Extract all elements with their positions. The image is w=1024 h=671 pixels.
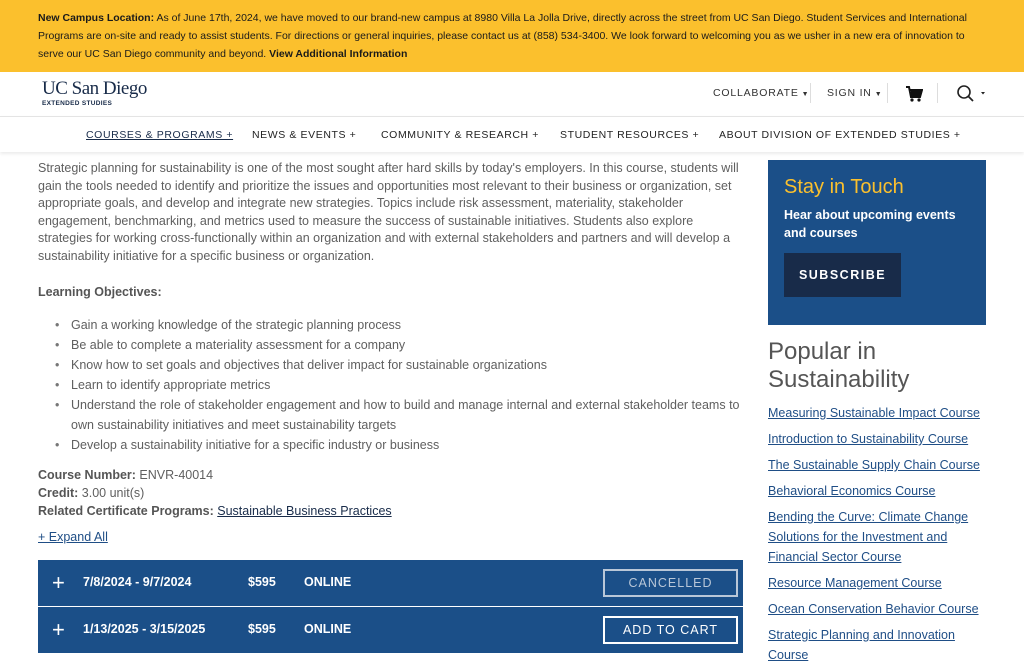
nav-news-events[interactable]: NEWS & EVENTS + — [252, 129, 357, 141]
popular-link[interactable]: Introduction to Sustainability Course — [768, 432, 969, 446]
main-nav — [0, 116, 1024, 152]
logo-sub-text: EXTENDED STUDIES — [42, 100, 113, 107]
nav-student-resources[interactable]: STUDENT RESOURCES + — [560, 129, 700, 141]
learning-objectives-list — [38, 315, 744, 455]
section-price: $595 — [248, 622, 276, 636]
course-lead-text: Strategic planning for sustainability is one of the most sought after hard skills by today's employers. In this course, students will gain the tools needed to identify and prioritize the issues and opportunities most relevant to their business or organization, set appropriate goals, and develop and integrate new strategies. Topics include risk assessment, materiality, stakeholder engagement, benchmarking, and metrics used to measure the success of sustainable initiatives. Students also explore strategies for working cross-functionally within an organization and with external stakeholders and partners and will develop a sustainability initiative for a specific business or organization. — [38, 161, 739, 263]
nav-courses-programs[interactable]: COURSES & PROGRAMS + — [86, 129, 234, 141]
stay-in-touch-text: Hear about upcoming events and courses — [784, 208, 956, 240]
divider — [810, 83, 811, 103]
add-to-cart-button[interactable]: ADD TO CART — [603, 616, 738, 644]
course-number-label: Course Number: — [38, 467, 136, 482]
popular-heading: Popular in Sustainability — [768, 338, 910, 393]
list-item: • Be able to complete a materiality assessment for a company — [71, 335, 744, 355]
cart-icon[interactable] — [905, 85, 923, 108]
view-additional-info-link[interactable]: View Additional Information — [269, 48, 408, 61]
section-price: $595 — [248, 575, 276, 589]
divider — [937, 83, 938, 103]
section-dates: 1/13/2025 - 3/15/2025 — [83, 622, 206, 636]
collaborate-label: COLLABORATE — [713, 87, 799, 99]
section-dates: 7/8/2024 - 9/7/2024 — [83, 575, 192, 589]
related-programs-label: Related Certificate Programs: — [38, 503, 214, 518]
credit-label: Credit: — [38, 485, 79, 500]
site-header — [0, 72, 1024, 116]
popular-link[interactable]: Ocean Conservation Behavior Course — [768, 602, 979, 616]
list-item: • Know how to set goals and objectives that deliver impact for sustainable organizations — [71, 355, 744, 375]
popular-link[interactable]: Behavioral Economics Course — [768, 484, 936, 498]
popular-link[interactable]: Measuring Sustainable Impact Course — [768, 406, 980, 420]
nav-community-research[interactable]: COMMUNITY & RESEARCH + — [381, 129, 539, 141]
course-description — [38, 160, 744, 520]
list-item: • Understand the role of stakeholder engagement and how to build and manage internal and external stakeholder teams to own sustainability initiatives and meet sustainability targets — [71, 395, 744, 435]
popular-link[interactable]: Bending the Curve: Climate Change Solutions for the Investment and Financial Sector Course — [768, 510, 969, 564]
popular-links-list — [768, 403, 993, 671]
sign-in-menu[interactable] — [827, 87, 882, 99]
list-item: • Gain a working knowledge of the strategic planning process — [71, 315, 744, 335]
stay-in-touch-box — [768, 160, 986, 325]
alert-text: As of June 17th, 2024, we have moved to our brand-new campus at 8980 Villa La Jolla Drive, directly across the street from UC San Diego. Student Services and International Programs are on-site and ready to assist students. For directions or general inquiries, please contact us at (858) 534-3400. We look forward to welcoming you as we usher in a new era of innovation to serve our UC San Diego community and beyond. — [38, 12, 967, 61]
plus-icon[interactable]: + — [52, 570, 65, 595]
caret-down-icon: ▼ — [874, 91, 883, 98]
cancelled-button: CANCELLED — [603, 569, 738, 597]
section-row[interactable] — [38, 560, 743, 606]
credit-value: 3.00 unit(s) — [81, 485, 145, 500]
divider — [887, 83, 888, 103]
sign-in-label: SIGN IN — [827, 87, 872, 99]
campus-alert-banner — [0, 0, 1024, 72]
course-meta — [38, 466, 744, 520]
list-item: • Learn to identify appropriate metrics — [71, 375, 744, 395]
list-item: • Develop a sustainability initiative for a specific industry or business — [71, 435, 744, 455]
popular-link[interactable]: The Sustainable Supply Chain Course — [768, 458, 980, 472]
ucsd-logo[interactable] — [42, 79, 147, 107]
stay-in-touch-title: Stay in Touch — [784, 176, 904, 198]
search-icon[interactable] — [956, 84, 986, 109]
section-mode: ONLINE — [304, 575, 352, 589]
expand-all-link[interactable]: + Expand All — [38, 530, 108, 544]
learning-objectives-heading: Learning Objectives: — [38, 285, 162, 299]
course-number: ENVR-40014 — [139, 467, 214, 482]
caret-down-icon: ▼ — [801, 91, 810, 98]
popular-link[interactable]: Strategic Planning and Innovation Course — [768, 628, 955, 662]
plus-icon[interactable]: + — [52, 617, 65, 642]
logo-main-text: UC San Diego — [42, 78, 147, 99]
alert-label: New Campus Location: — [38, 12, 155, 24]
popular-link[interactable]: Resource Management Course — [768, 576, 942, 590]
section-mode: ONLINE — [304, 622, 352, 636]
collaborate-menu[interactable] — [713, 87, 809, 99]
section-row[interactable] — [38, 607, 743, 653]
nav-about-division[interactable]: ABOUT DIVISION OF EXTENDED STUDIES + — [719, 129, 961, 141]
subscribe-button[interactable]: SUBSCRIBE — [784, 253, 901, 297]
related-program-link[interactable]: Sustainable Business Practices — [217, 503, 392, 518]
